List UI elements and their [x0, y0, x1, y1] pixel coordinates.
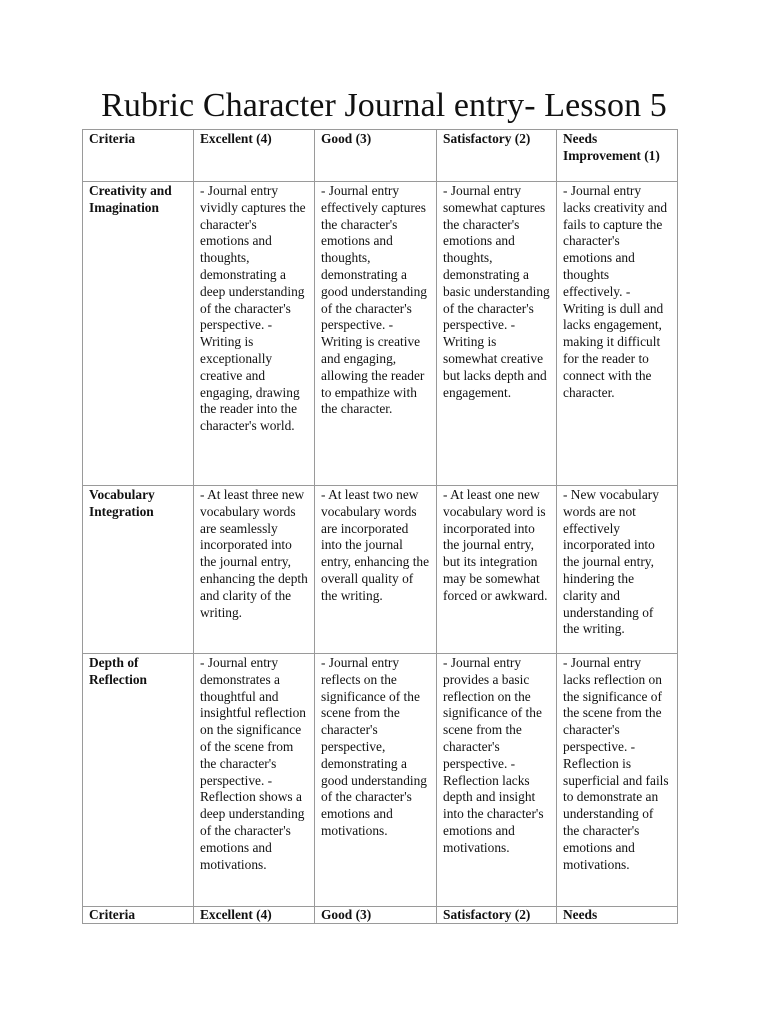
satisfactory-cell: - Journal entry provides a basic reflection on the significance of the scene from the character's perspective. - Reflection lacks depth and insight into the character's emotions and motivations.	[437, 654, 557, 907]
header-excellent: Excellent (4)	[194, 130, 315, 182]
excellent-cell: - Journal entry vividly captures the character's emotions and thoughts, demonstrating a deep understanding of the character's perspective. - Writing is exceptionally creative and engaging, drawing the reader into the character's world.	[194, 182, 315, 486]
satisfactory-cell: - Journal entry somewhat captures the character's emotions and thoughts, demonstrating a basic understanding of the character's perspective. - Writing is somewhat creative but lacks depth and engagement.	[437, 182, 557, 486]
page-title: Rubric Character Journal entry- Lesson 5	[101, 87, 667, 124]
header-needs-improvement: Needs Improvement (1)	[557, 130, 678, 182]
criteria-cell: Creativity and Imagination	[83, 182, 194, 486]
good-cell: - Journal entry effectively captures the character's emotions and thoughts, demonstrating a good understanding of the character's perspective. - Writing is creative and engaging, allowing the reader to empathize with the character.	[315, 182, 437, 486]
needs-improvement-cell: - Journal entry lacks reflection on the significance of the scene from the character's perspective. - Reflection is superficial and fails to demonstrate an understanding of the character's emotions and motivations.	[557, 654, 678, 907]
header-satisfactory: Satisfactory (2)	[437, 130, 557, 182]
excellent-cell: - Journal entry demonstrates a thoughtful and insightful reflection on the significance of the scene from the character's perspective. - Reflection shows a deep understanding of the character's emotions and motivations.	[194, 654, 315, 907]
repeated-header-needs: Needs	[557, 907, 678, 924]
criteria-cell: Depth of Reflection	[83, 654, 194, 907]
good-cell: - At least two new vocabulary words are incorporated into the journal entry, enhancing the overall quality of the writing.	[315, 486, 437, 654]
criteria-cell: Vocabulary Integration	[83, 486, 194, 654]
table-header-row	[83, 130, 678, 182]
excellent-cell: - At least three new vocabulary words are seamlessly incorporated into the journal entry, enhancing the depth and clarity of the writing.	[194, 486, 315, 654]
table-row	[83, 486, 678, 654]
rubric-table	[82, 129, 678, 924]
table-repeated-header-row	[83, 907, 678, 924]
table-row	[83, 654, 678, 907]
repeated-header-excellent: Excellent (4)	[194, 907, 315, 924]
repeated-header-good: Good (3)	[315, 907, 437, 924]
needs-improvement-cell: - New vocabulary words are not effectively incorporated into the journal entry, hindering the clarity and understanding of the writing.	[557, 486, 678, 654]
header-criteria: Criteria	[83, 130, 194, 182]
table-row	[83, 182, 678, 486]
needs-improvement-cell: - Journal entry lacks creativity and fails to capture the character's emotions and thoughts effectively. - Writing is dull and lacks engagement, making it difficult for the reader to connect with the character.	[557, 182, 678, 486]
repeated-header-satisfactory: Satisfactory (2)	[437, 907, 557, 924]
repeated-header-criteria: Criteria	[83, 907, 194, 924]
header-good: Good (3)	[315, 130, 437, 182]
good-cell: - Journal entry reflects on the significance of the scene from the character's perspective, demonstrating a good understanding of the character's emotions and motivations.	[315, 654, 437, 907]
satisfactory-cell: - At least one new vocabulary word is incorporated into the journal entry, but its integration may be somewhat forced or awkward.	[437, 486, 557, 654]
